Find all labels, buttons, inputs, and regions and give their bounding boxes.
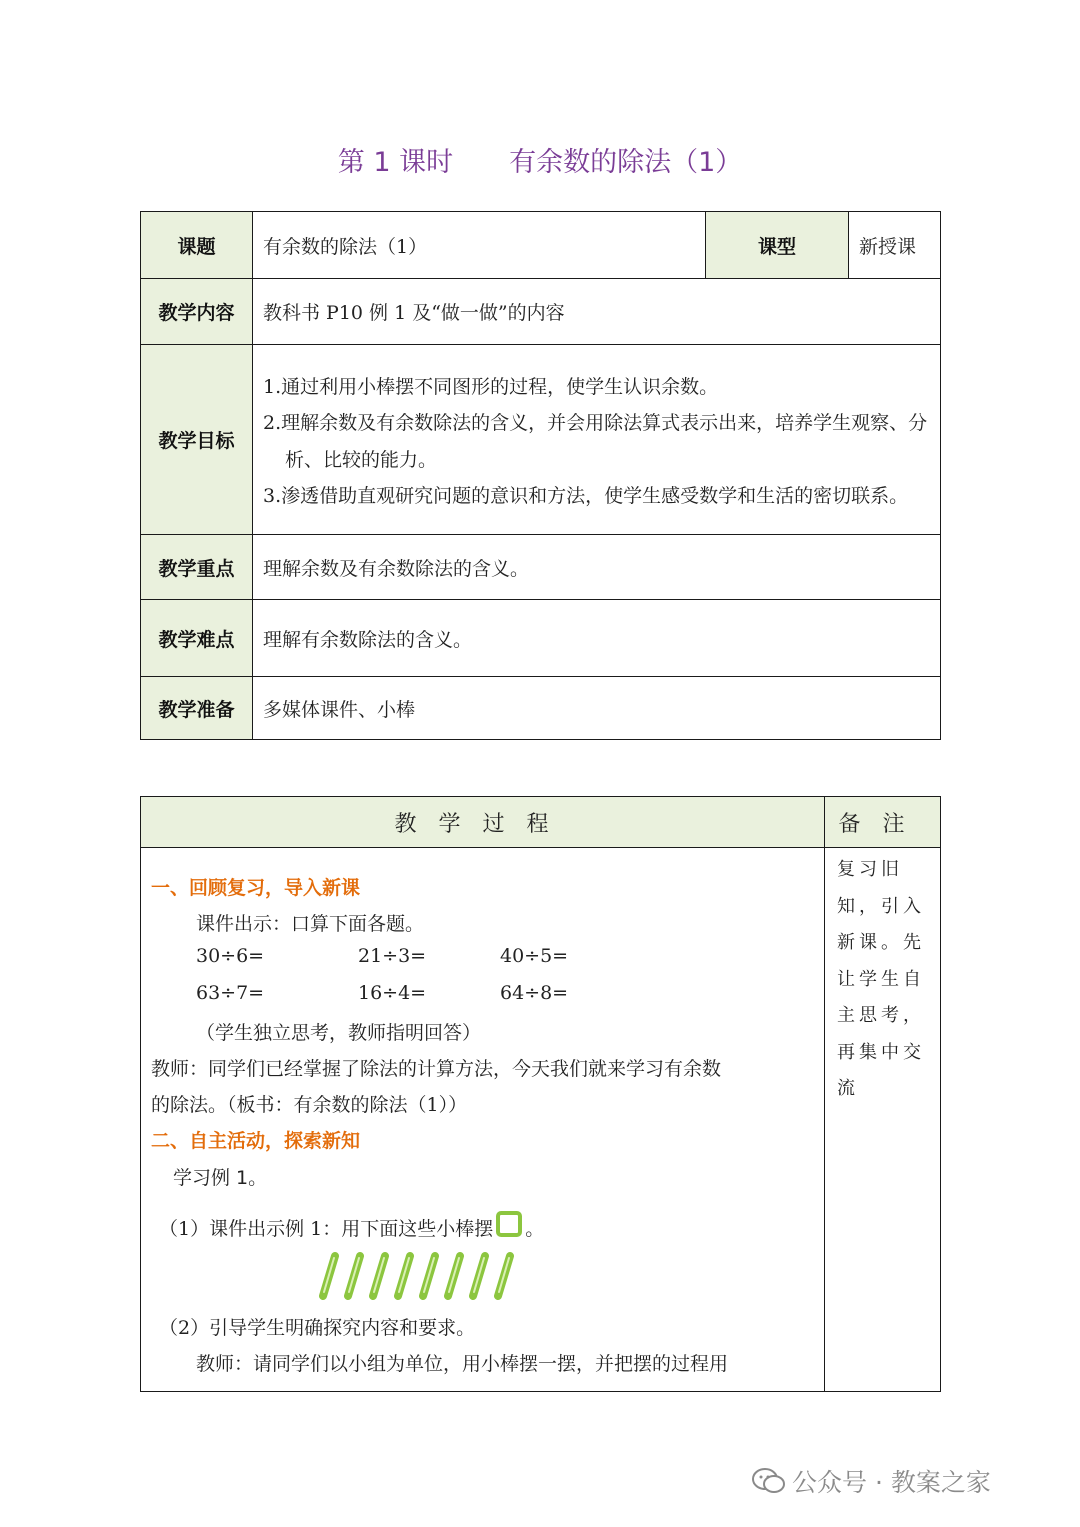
lesson-topic: 有余数的除法（1） (509, 147, 743, 178)
lesson-info-table (140, 211, 941, 740)
goal-item: 2.理解余数及有余数除法的含义，并会用除法算式表示出来，培养学生观察、分析、比较的能力。 (263, 412, 928, 471)
topic-label: 课题 (141, 212, 253, 279)
preparation-value: 多媒体课件、小棒 (253, 677, 941, 740)
step-1-text: （1）课件出示例 1：用下面这些小棒摆 (159, 1218, 494, 1240)
step-2: （2）引导学生明确探究内容和要求。 (159, 1317, 476, 1339)
type-label: 课型 (706, 212, 849, 279)
process-header: 教学过程 (141, 797, 825, 848)
problem: 30÷6= (196, 945, 265, 967)
difficulty-label: 教学难点 (141, 600, 253, 677)
note-line: 主思考， (837, 1005, 925, 1026)
section-heading: 二、自主活动，探索新知 (151, 1130, 361, 1152)
note-line: 流 (837, 1078, 859, 1099)
note-line: 复习旧 (837, 859, 903, 880)
note-line: 新课。先 (837, 932, 925, 953)
square-shape-icon (496, 1211, 522, 1237)
topic-value: 有余数的除法（1） (253, 212, 706, 279)
footer-text: 公众号 · 教案之家 (792, 1468, 991, 1497)
content-label: 教学内容 (141, 279, 253, 345)
goal-item: 3.渗透借助直观研究问题的意识和方法，使学生感受数学和生活的密切联系。 (263, 485, 909, 507)
wechat-icon (752, 1467, 786, 1495)
step-1-end: 。 (525, 1218, 545, 1240)
note-line: 再集中交 (837, 1041, 925, 1063)
courseware-instruction: 课件出示：口算下面各题。 (196, 913, 425, 935)
section-heading: 一、回顾复习，导入新课 (151, 877, 361, 899)
teacher-line: 的除法。（板书：有余数的除法（1）） (151, 1094, 468, 1116)
problem: 64÷8= (500, 982, 569, 1004)
process-content (141, 848, 825, 1392)
student-note: （学生独立思考，教师指明回答） (196, 1022, 482, 1044)
note-line: 让学生自 (837, 968, 925, 990)
lesson-number: 第 1 课时 (337, 147, 454, 178)
problem: 21÷3= (358, 945, 427, 967)
content-value: 教科书 P10 例 1 及“做一做”的内容 (253, 279, 941, 345)
notes-column (825, 848, 941, 1392)
key-point-label: 教学重点 (141, 535, 253, 600)
wechat-footer (752, 1463, 991, 1499)
teaching-process-table (140, 796, 941, 1392)
example-label: 学习例 1。 (173, 1167, 268, 1189)
key-point-value: 理解余数及有余数除法的含义。 (253, 535, 941, 600)
goals-list (253, 345, 941, 535)
sticks-illustration (311, 1250, 526, 1302)
notes-header: 备注 (825, 797, 941, 848)
preparation-label: 教学准备 (141, 677, 253, 740)
teacher-line: 教师：请同学们以小组为单位，用小棒摆一摆，并把摆的过程用 (196, 1353, 729, 1375)
problem: 16÷4= (358, 982, 427, 1004)
problem: 40÷5= (500, 945, 569, 967)
type-value: 新授课 (849, 212, 941, 279)
goals-label: 教学目标 (141, 345, 253, 535)
page-title (0, 140, 1080, 179)
difficulty-value: 理解有余数除法的含义。 (253, 600, 941, 677)
goal-item: 1.通过利用小棒摆不同图形的过程，使学生认识余数。 (263, 375, 719, 398)
teacher-line: 教师：同学们已经掌握了除法的计算方法，今天我们就来学习有余数 (151, 1058, 722, 1080)
note-line: 知，引入 (837, 895, 925, 917)
step-1 (159, 1211, 544, 1241)
problem: 63÷7= (196, 982, 265, 1004)
